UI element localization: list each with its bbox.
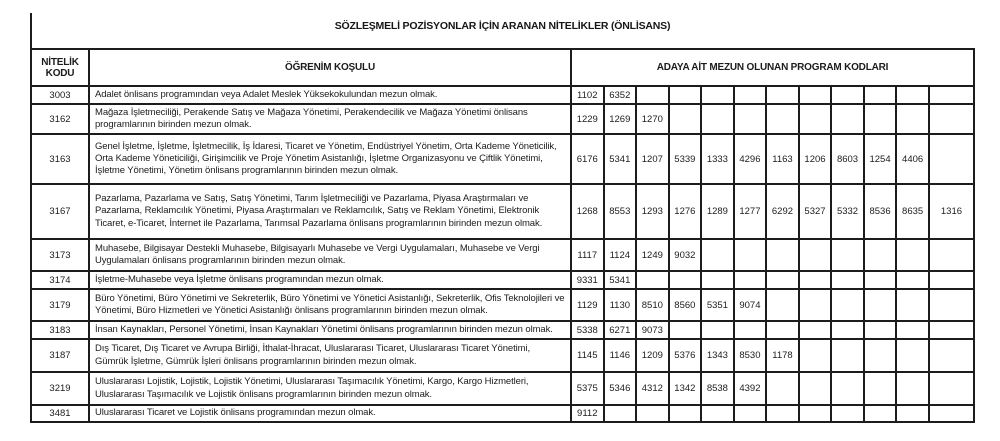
program-code-cell: 9331 [571, 271, 604, 289]
program-code-cell [896, 321, 929, 339]
program-code-cell: 4296 [734, 134, 767, 184]
program-code-cell: 5341 [604, 134, 637, 184]
nitelik-kodu-cell: 3187 [31, 339, 89, 372]
program-code-cell [701, 86, 734, 104]
table-row [31, 271, 974, 289]
program-code-cell: 8635 [896, 184, 929, 239]
program-code-cell: 1276 [669, 184, 702, 239]
program-code-cell: 1268 [571, 184, 604, 239]
table-header [31, 49, 974, 86]
program-code-cell: 5339 [669, 134, 702, 184]
program-code-cell [864, 86, 897, 104]
table-row [31, 372, 974, 405]
program-code-cell [701, 239, 734, 271]
program-code-cell [864, 405, 897, 422]
program-code-cell [896, 104, 929, 134]
program-code-cell [896, 271, 929, 289]
program-code-cell [766, 239, 799, 271]
ogrenim-kosulu-cell: İnsan Kaynakları, Personel Yönetimi, İnsan Kaynakları Yönetimi önlisans programlarının birinden mezun olmak. [89, 321, 571, 339]
program-code-cell: 4406 [896, 134, 929, 184]
program-code-cell [734, 239, 767, 271]
program-code-cell [929, 271, 974, 289]
program-code-cell [831, 339, 864, 372]
program-code-cell [864, 271, 897, 289]
ogrenim-kosulu-cell: İşletme-Muhasebe veya İşletme önlisans programından mezun olmak. [89, 271, 571, 289]
program-code-cell [766, 321, 799, 339]
rows-body [31, 86, 974, 422]
program-code-cell: 1129 [571, 289, 604, 321]
program-code-cell [864, 339, 897, 372]
program-code-cell [864, 321, 897, 339]
program-code-cell [799, 289, 832, 321]
header-nitelik-kodu: NİTELİK KODU [31, 49, 89, 86]
program-code-cell: 5341 [604, 271, 637, 289]
table-row [31, 339, 974, 372]
program-code-cell [864, 289, 897, 321]
program-code-cell [799, 372, 832, 405]
program-code-cell [896, 289, 929, 321]
program-code-cell: 4392 [734, 372, 767, 405]
program-code-cell [896, 372, 929, 405]
program-code-cell: 1117 [571, 239, 604, 271]
program-code-cell: 9074 [734, 289, 767, 321]
program-code-cell: 1289 [701, 184, 734, 239]
program-code-cell: 9073 [636, 321, 669, 339]
program-code-cell [929, 321, 974, 339]
program-code-cell: 1130 [604, 289, 637, 321]
program-code-cell: 9032 [669, 239, 702, 271]
program-code-cell [669, 86, 702, 104]
program-code-cell: 1270 [636, 104, 669, 134]
nitelik-kodu-cell: 3162 [31, 104, 89, 134]
ogrenim-kosulu-cell: Büro Yönetimi, Büro Yönetimi ve Sekreterlik, Büro Yönetimi ve Yönetici Asistanlığı, Sekreterlik, Ofis Teknolojileri ve Yönetimi, Büro Hizmetleri ve Yönetici Asistanlığı önlisans programlarının birinden mezun olmak. [89, 289, 571, 321]
program-code-cell: 1124 [604, 239, 637, 271]
program-code-cell [831, 405, 864, 422]
program-code-cell [831, 86, 864, 104]
program-code-cell [701, 321, 734, 339]
nitelik-kodu-cell: 3003 [31, 86, 89, 104]
program-code-cell [734, 405, 767, 422]
nitelik-kodu-cell: 3173 [31, 239, 89, 271]
program-code-cell [831, 321, 864, 339]
program-code-cell [701, 271, 734, 289]
program-code-cell [669, 104, 702, 134]
program-code-cell: 9112 [571, 405, 604, 422]
program-code-cell [831, 271, 864, 289]
nitelik-kodu-cell: 3167 [31, 184, 89, 239]
program-code-cell: 1333 [701, 134, 734, 184]
program-code-cell: 8536 [864, 184, 897, 239]
program-code-cell [896, 86, 929, 104]
program-code-cell: 8553 [604, 184, 637, 239]
program-code-cell: 1277 [734, 184, 767, 239]
program-code-cell [766, 104, 799, 134]
program-code-cell [929, 339, 974, 372]
program-code-cell [636, 86, 669, 104]
program-code-cell [896, 239, 929, 271]
table-row [31, 134, 974, 184]
nitelik-kodu-cell: 3219 [31, 372, 89, 405]
program-code-cell: 5351 [701, 289, 734, 321]
program-code-cell: 1207 [636, 134, 669, 184]
program-code-cell [929, 239, 974, 271]
program-code-cell: 8510 [636, 289, 669, 321]
program-code-cell [929, 104, 974, 134]
program-code-cell: 5332 [831, 184, 864, 239]
program-code-cell [929, 405, 974, 422]
program-code-cell: 1229 [571, 104, 604, 134]
program-code-cell [831, 239, 864, 271]
program-code-cell [734, 86, 767, 104]
program-code-cell: 1342 [669, 372, 702, 405]
program-code-cell: 6352 [604, 86, 637, 104]
program-code-cell [799, 321, 832, 339]
program-code-cell [636, 405, 669, 422]
program-code-cell [799, 86, 832, 104]
program-code-cell [766, 271, 799, 289]
program-code-cell: 1269 [604, 104, 637, 134]
table-row [31, 104, 974, 134]
program-code-cell: 1146 [604, 339, 637, 372]
header-program-kodlari: ADAYA AİT MEZUN OLUNAN PROGRAM KODLARI [571, 49, 974, 86]
table-row [31, 289, 974, 321]
ogrenim-kosulu-cell: Adalet önlisans programından veya Adalet Meslek Yüksekokulundan mezun olmak. [89, 86, 571, 104]
nitelik-kodu-cell: 3183 [31, 321, 89, 339]
program-code-cell: 5346 [604, 372, 637, 405]
ogrenim-kosulu-cell: Muhasebe, Bilgisayar Destekli Muhasebe, Bilgisayarlı Muhasebe ve Vergi Uygulamaları, Muhasebe ve Vergi Uygulamaları önlisans programlarının birinden mezun olmak. [89, 239, 571, 271]
program-code-cell [929, 86, 974, 104]
program-code-cell: 1102 [571, 86, 604, 104]
program-code-cell: 1145 [571, 339, 604, 372]
program-code-cell [929, 372, 974, 405]
nitelik-kodu-cell: 3174 [31, 271, 89, 289]
program-code-cell [896, 405, 929, 422]
program-code-cell: 1209 [636, 339, 669, 372]
ogrenim-kosulu-cell: Dış Ticaret, Dış Ticaret ve Avrupa Birliği, İthalat-İhracat, Uluslararası Ticaret, Uluslararası Ticaret Yönetimi, Gümrük İşletme, Gümrük İşleri önlisans programlarının birinden mezun olmak. [89, 339, 571, 372]
table-row [31, 405, 974, 422]
program-code-cell [669, 405, 702, 422]
ogrenim-kosulu-cell: Mağaza İşletmeciliği, Perakende Satış ve Mağaza Yönetimi, Perakendecilik ve Mağaza Yönetimi önlisans programlarının birinden mezun olmak. [89, 104, 571, 134]
program-code-cell [864, 104, 897, 134]
program-code-cell [766, 405, 799, 422]
program-code-cell [864, 239, 897, 271]
ogrenim-kosulu-cell: Uluslararası Lojistik, Lojistik, Lojistik Yönetimi, Uluslararası Taşımacılık Yönetimi, Kargo, Kargo Hizmetleri, Uluslararası Taşımacılık ve Lojistik önlisans programlarının birinden mezun olmak. [89, 372, 571, 405]
ogrenim-kosulu-cell: Genel İşletme, İşletme, İşletmecilik, İş İdaresi, Ticaret ve Yönetim, Endüstriyel Yönetim, Orta Kademe Yöneticilik, Orta Kademe Yöneticiliği, Girişimcilik ve Proje Yönetim Asistanlığı, İşletme Organizasyonu ve Çiftlik Yönetimi, İşletme Yönetimi, Yönetim önlisans programlarının birinden mezun olmak. [89, 134, 571, 184]
program-code-cell [799, 339, 832, 372]
program-code-cell [734, 321, 767, 339]
nitelik-kodu-cell: 3163 [31, 134, 89, 184]
program-code-cell: 6292 [766, 184, 799, 239]
qualifications-table [30, 48, 975, 423]
program-code-cell [799, 405, 832, 422]
program-code-cell: 1343 [701, 339, 734, 372]
ogrenim-kosulu-cell: Uluslararası Ticaret ve Lojistik önlisans programından mezun olmak. [89, 405, 571, 422]
table-row [31, 86, 974, 104]
program-code-cell: 8603 [831, 134, 864, 184]
program-code-cell: 8538 [701, 372, 734, 405]
program-code-cell [831, 372, 864, 405]
program-code-cell [896, 339, 929, 372]
program-code-cell: 5376 [669, 339, 702, 372]
program-code-cell: 1178 [766, 339, 799, 372]
program-code-cell: 1316 [929, 184, 974, 239]
program-code-cell [799, 104, 832, 134]
program-code-cell [734, 104, 767, 134]
table-row [31, 184, 974, 239]
program-code-cell: 5338 [571, 321, 604, 339]
table-row [31, 321, 974, 339]
program-code-cell: 1206 [799, 134, 832, 184]
program-code-cell: 1249 [636, 239, 669, 271]
program-code-cell [864, 372, 897, 405]
program-code-cell [799, 271, 832, 289]
program-code-cell: 8530 [734, 339, 767, 372]
program-code-cell [766, 289, 799, 321]
program-code-cell [669, 271, 702, 289]
program-code-cell [766, 86, 799, 104]
program-code-cell [734, 271, 767, 289]
program-code-cell: 4312 [636, 372, 669, 405]
page-title: SÖZLEŞMELİ POZİSYONLAR İÇİN ARANAN NİTELİKLER (ÖNLİSANS) [334, 20, 671, 32]
program-code-cell [636, 271, 669, 289]
program-code-cell [929, 289, 974, 321]
program-code-cell: 6271 [604, 321, 637, 339]
program-code-cell [669, 321, 702, 339]
program-code-cell [831, 104, 864, 134]
program-code-cell [766, 372, 799, 405]
program-code-cell [701, 104, 734, 134]
program-code-cell: 5327 [799, 184, 832, 239]
header-row [31, 49, 974, 86]
ogrenim-kosulu-cell: Pazarlama, Pazarlama ve Satış, Satış Yönetimi, Tarım İşletmeciliği ve Pazarlama, Piyasa Araştırmaları ve Pazarlama, Reklamcılık Yönetimi, Piyasa Araştırmaları ve Reklamcılık, Satış ve Reklam Yönetimi, Elektronik Ticaret, e-Ticaret, İnternet ile Pazarlama, Tarımsal Pazarlama önlisans programlarının birinden mezun olmak. [89, 184, 571, 239]
program-code-cell [701, 405, 734, 422]
program-code-cell: 6176 [571, 134, 604, 184]
nitelik-kodu-cell: 3179 [31, 289, 89, 321]
program-code-cell: 8560 [669, 289, 702, 321]
program-code-cell: 1254 [864, 134, 897, 184]
nitelik-kodu-cell: 3481 [31, 405, 89, 422]
table-row [31, 239, 974, 271]
program-code-cell: 1163 [766, 134, 799, 184]
program-code-cell: 5375 [571, 372, 604, 405]
program-code-cell: 1293 [636, 184, 669, 239]
program-code-cell [831, 289, 864, 321]
header-ogrenim-kosulu: ÖĞRENİM KOŞULU [89, 49, 571, 86]
program-code-cell [799, 239, 832, 271]
program-code-cell [604, 405, 637, 422]
program-code-cell [929, 134, 974, 184]
